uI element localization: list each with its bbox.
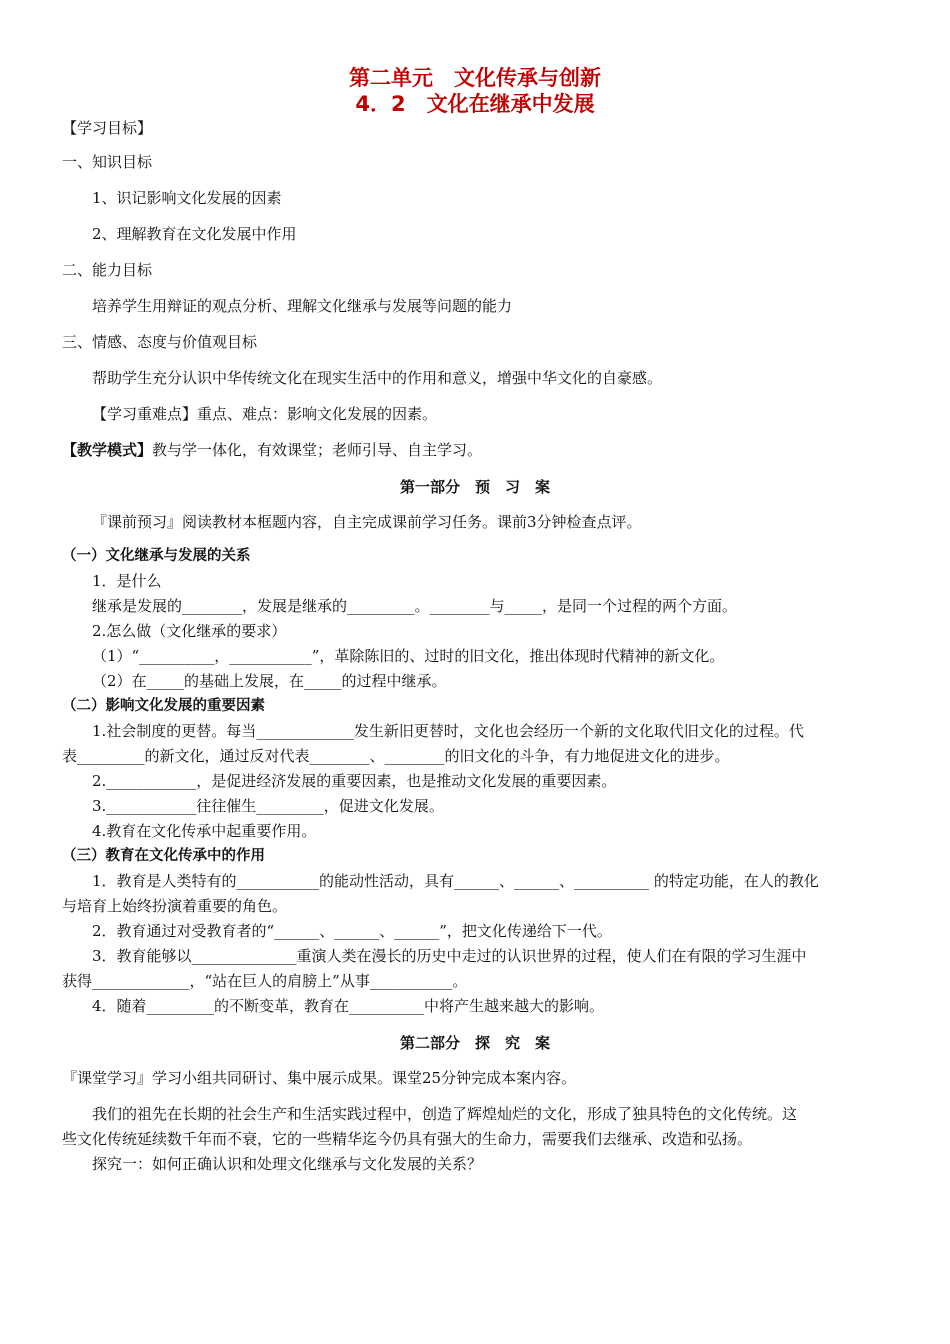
- section1-line-3: 2.怎么做（文化继承的要求）: [92, 622, 287, 640]
- section3-line-1: 1．教育是人类特有的___________的能动性活动，具有______、______、__________ 的特定功能，在人的教化: [92, 872, 819, 890]
- section2-heading: （二）影响文化发展的重要因素: [62, 697, 265, 714]
- section2-line-1: 1.社会制度的更替。每当_____________发生新旧更替时，文化也会经历一个新的文化取代旧文化的过程。代: [92, 722, 804, 740]
- objectives-heading: 【学习目标】: [62, 119, 153, 137]
- section2-line-5: 4.教育在文化传承中起重要作用。: [92, 822, 317, 840]
- section1-heading: （一）文化继承与发展的关系: [62, 547, 251, 564]
- section3-line-4: 3．教育能够以______________重演人类在漫长的历史中走过的认识世界的过程，使人们在有限的学习生涯中: [92, 947, 807, 965]
- unit-title: 第二单元 文化传承与创新: [349, 66, 601, 90]
- section1-line-4: （1）“__________，___________”，革除陈旧的、过时的旧文化，推出体现时代精神的新文化。: [92, 647, 725, 665]
- section1-line-1: 1．是什么: [92, 572, 162, 590]
- knowledge-item-1: 1、识记影响文化发展的因素: [92, 189, 282, 207]
- part1-heading: 第一部分 预 习 案: [399, 478, 550, 496]
- mode-text: 教与学一体化，有效课堂；老师引导、自主学习。: [152, 441, 483, 459]
- ability-item-1: 培养学生用辩证的观点分析、理解文化继承与发展等问题的能力: [92, 297, 513, 315]
- section1-line-5: （2）在_____的基础上发展，在_____的过程中继承。: [92, 672, 447, 690]
- section2-line-3: 2.____________，是促进经济发展的重要因素，也是推动文化发展的重要因素。: [92, 772, 617, 790]
- section1-line-2: 继承是发展的________，发展是继承的_________。________与_____，是同一个过程的两个方面。: [92, 597, 738, 615]
- section3-line-5: 获得_____________，“站在巨人的肩膀上”从事___________。: [62, 972, 468, 990]
- section3-line-6: 4．随着_________的不断变革，教育在__________中将产生越来越大的影响。: [92, 997, 605, 1015]
- part1-intro: 『课前预习』阅读教材本框题内容，自主完成课前学习任务。课前3分钟检查点评。: [92, 513, 642, 531]
- knowledge-item-2: 2、理解教育在文化发展中作用: [92, 225, 297, 243]
- emotion-heading: 三、情感、态度与价值观目标: [62, 333, 258, 351]
- section3-line-2: 与培育上始终扮演着重要的角色。: [62, 897, 288, 915]
- difficulty-line: [92, 404, 437, 424]
- part2-paragraph-line-1: 我们的祖先在长期的社会生产和生活实践过程中，创造了辉煌灿烂的文化，形成了独具特色的文化传统。这: [92, 1105, 798, 1123]
- part2-paragraph-line-2: 些文化传统延续数千年而不衰，它的一些精华迄今仍具有强大的生命力，需要我们去继承、改造和弘扬。: [62, 1130, 753, 1148]
- section2-line-2: 表_________的新文化，通过反对代表________、________的旧文化的斗争，有力地促进文化的进步。: [62, 747, 730, 765]
- lesson-title: 4．2 文化在继承中发展: [355, 92, 595, 116]
- emotion-item-1: 帮助学生充分认识中华传统文化在现实生活中的作用和意义，增强中华文化的自豪感。: [92, 369, 663, 387]
- part2-intro: 『课堂学习』学习小组共同研讨、集中展示成果。课堂25分钟完成本案内容。: [62, 1069, 577, 1087]
- section3-heading: （三）教育在文化传承中的作用: [62, 847, 265, 864]
- knowledge-heading: 一、知识目标: [62, 153, 153, 171]
- inquiry-question-1: 探究一：如何正确认识和处理文化继承与文化发展的关系？: [92, 1155, 483, 1173]
- section2-line-4: 3.____________往往催生_________，促进文化发展。: [92, 797, 444, 815]
- section3-line-3: 2．教育通过对受教育者的“______、______、______”，把文化传递给下一代。: [92, 922, 612, 940]
- difficulty-text: 重点、难点：影响文化发展的因素。: [197, 405, 438, 423]
- part2-heading: 第二部分 探 究 案: [399, 1034, 550, 1052]
- mode-line: [62, 440, 482, 460]
- mode-label: 【教学模式】: [62, 441, 153, 459]
- ability-heading: 二、能力目标: [62, 261, 153, 279]
- difficulty-label: 【学习重难点】: [92, 405, 198, 423]
